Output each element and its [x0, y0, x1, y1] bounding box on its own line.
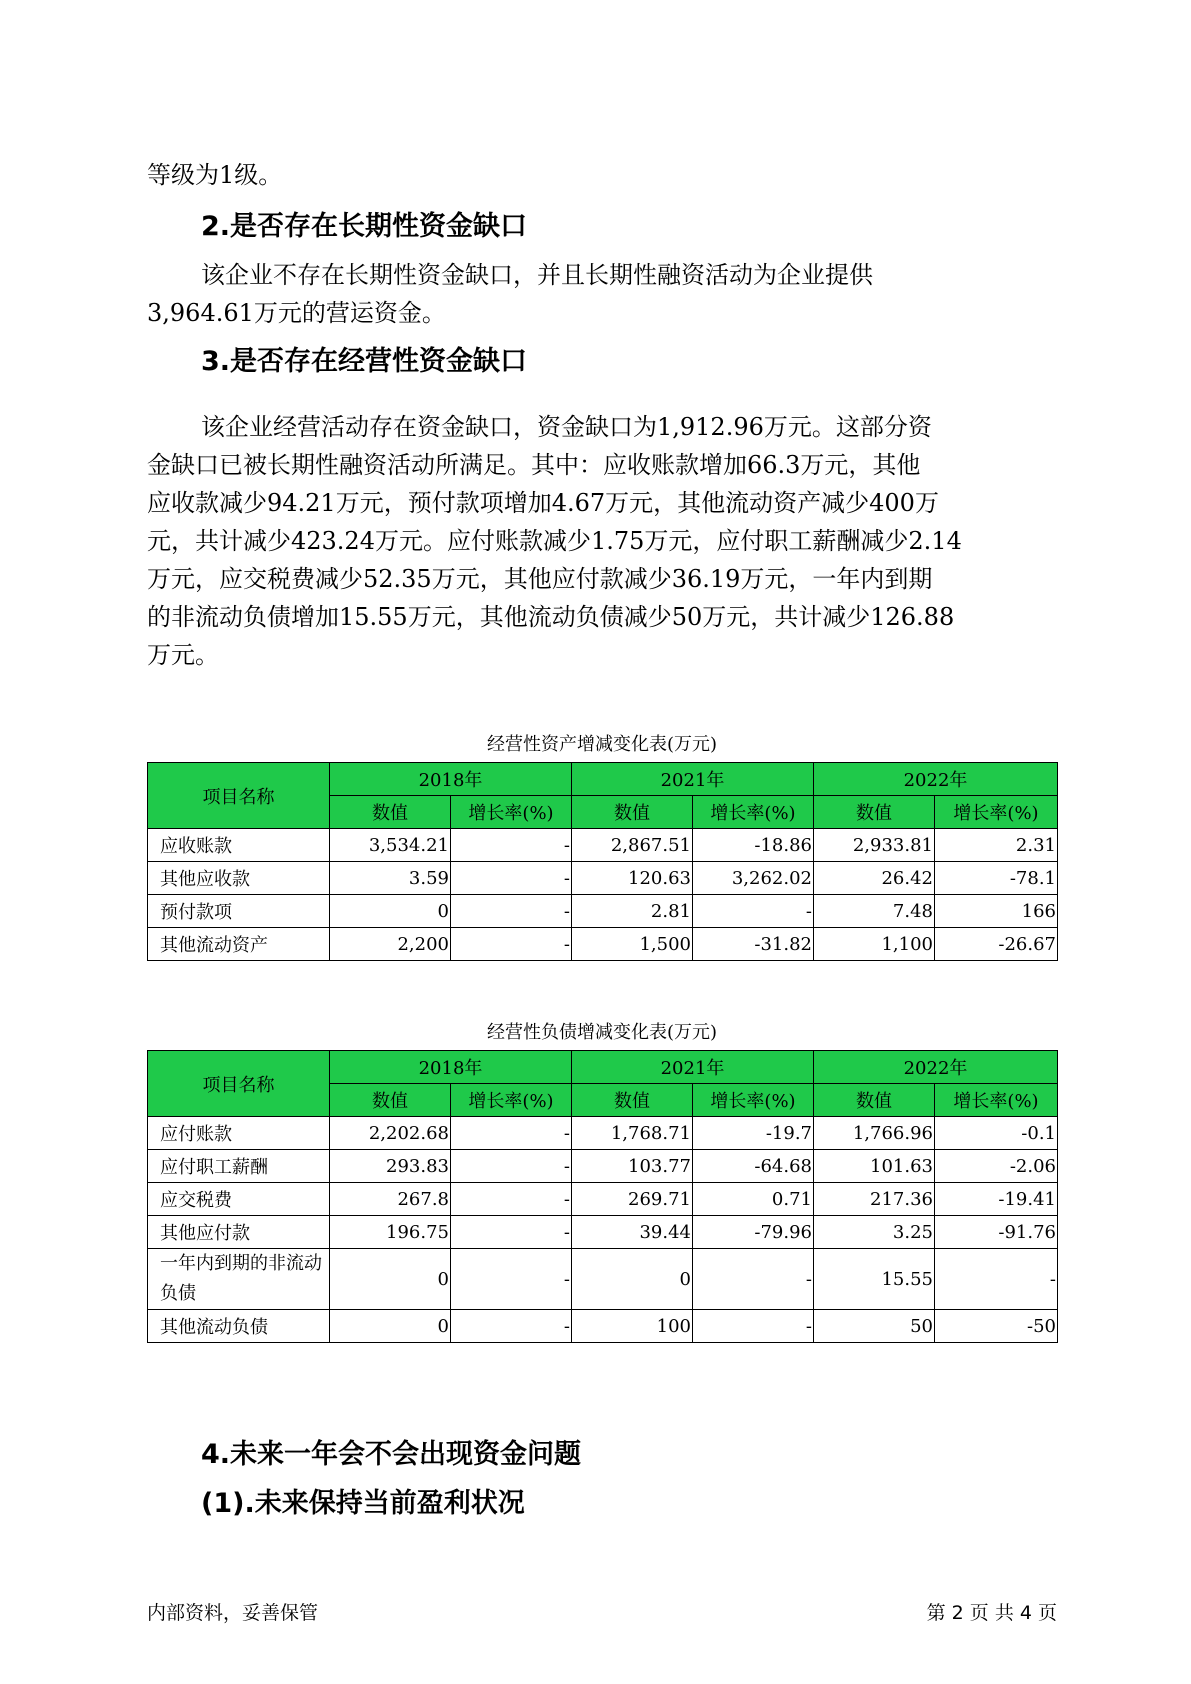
cell-value: 15.55 [814, 1249, 935, 1310]
footer-page-number: 第 2 页 共 4 页 [926, 1602, 1057, 1624]
cell-rate: - [451, 1183, 572, 1216]
section-3-line-4: 元，共计减少423.24万元。应付账款减少1.75万元，应付职工薪酬减少2.14 [147, 527, 962, 555]
assets-header-year: 2018年 [330, 763, 572, 796]
cell-rate: -64.68 [693, 1150, 814, 1183]
cell-value: 267.8 [330, 1183, 451, 1216]
liabilities-table [147, 1050, 1058, 1343]
assets-header-value: 数值 [814, 796, 935, 829]
assets-header-year: 2022年 [814, 763, 1058, 796]
cell-value: 269.71 [572, 1183, 693, 1216]
cell-rate: - [451, 1117, 572, 1150]
liabilities-header-year: 2018年 [330, 1051, 572, 1084]
liabilities-header-value: 数值 [572, 1084, 693, 1117]
assets-header-year: 2021年 [572, 763, 814, 796]
cell-value: 196.75 [330, 1216, 451, 1249]
cell-value: 293.83 [330, 1150, 451, 1183]
cell-value: 1,766.96 [814, 1117, 935, 1150]
cell-rate: -19.7 [693, 1117, 814, 1150]
cell-rate: -78.1 [935, 862, 1058, 895]
section-3-line-6: 的非流动负债增加15.55万元，其他流动负债减少50万元，共计减少126.88 [147, 603, 955, 631]
assets-header-item: 项目名称 [148, 763, 330, 829]
cell-rate: -0.1 [935, 1117, 1058, 1150]
cell-value: 39.44 [572, 1216, 693, 1249]
cell-value: 2,200 [330, 928, 451, 961]
liabilities-header-rate: 增长率(%) [935, 1084, 1058, 1117]
section-3-heading: 3.是否存在经营性资金缺口 [201, 346, 528, 377]
cell-value: 0 [572, 1249, 693, 1310]
cell-value: 1,500 [572, 928, 693, 961]
section-2-line-2: 3,964.61万元的营运资金。 [147, 299, 446, 327]
cell-value: 100 [572, 1310, 693, 1343]
assets-header-rate: 增长率(%) [693, 796, 814, 829]
cell-rate: - [451, 928, 572, 961]
cell-value: 0 [330, 895, 451, 928]
cell-value: 103.77 [572, 1150, 693, 1183]
assets-header-rate: 增长率(%) [451, 796, 572, 829]
table-row [148, 1310, 1058, 1343]
table-row [148, 1249, 1058, 1310]
liabilities-header-row-years [148, 1051, 1058, 1084]
liabilities-header-rate: 增长率(%) [451, 1084, 572, 1117]
cell-rate: - [935, 1249, 1058, 1310]
section-3-line-1: 该企业经营活动存在资金缺口，资金缺口为1,912.96万元。这部分资 [201, 413, 932, 441]
section-3-line-5: 万元，应交税费减少52.35万元，其他应付款减少36.19万元，一年内到期 [147, 565, 933, 593]
liabilities-header-value: 数值 [814, 1084, 935, 1117]
row-name: 应交税费 [148, 1183, 330, 1216]
cell-rate: -91.76 [935, 1216, 1058, 1249]
assets-header-row-years [148, 763, 1058, 796]
row-name: 预付款项 [148, 895, 330, 928]
section-2-heading: 2.是否存在长期性资金缺口 [201, 211, 528, 242]
row-name: 其他流动资产 [148, 928, 330, 961]
cell-rate: 166 [935, 895, 1058, 928]
row-name: 其他应收款 [148, 862, 330, 895]
liabilities-header-rate: 增长率(%) [693, 1084, 814, 1117]
footer-left-note: 内部资料，妥善保管 [147, 1602, 319, 1624]
cell-rate: 3,262.02 [693, 862, 814, 895]
cell-rate: - [451, 1310, 572, 1343]
cell-value: 2,202.68 [330, 1117, 451, 1150]
cell-value: 0 [330, 1249, 451, 1310]
cell-value: 50 [814, 1310, 935, 1343]
cell-rate: - [451, 895, 572, 928]
cell-rate: - [451, 829, 572, 862]
liabilities-header-value: 数值 [330, 1084, 451, 1117]
table-row [148, 928, 1058, 961]
cell-rate: -18.86 [693, 829, 814, 862]
row-name: 应收账款 [148, 829, 330, 862]
cell-rate: - [693, 895, 814, 928]
cell-value: 120.63 [572, 862, 693, 895]
cell-rate: - [451, 862, 572, 895]
table-row [148, 1216, 1058, 1249]
cell-value: 7.48 [814, 895, 935, 928]
section-3-line-7: 万元。 [147, 641, 219, 669]
cell-value: 2,933.81 [814, 829, 935, 862]
cell-rate: 0.71 [693, 1183, 814, 1216]
paragraph-intro: 等级为1级。 [147, 161, 283, 189]
cell-value: 26.42 [814, 862, 935, 895]
cell-value: 1,768.71 [572, 1117, 693, 1150]
table-row [148, 895, 1058, 928]
table-row [148, 1183, 1058, 1216]
section-3-line-3: 应收款减少94.21万元，预付款项增加4.67万元，其他流动资产减少400万 [147, 489, 939, 517]
cell-rate: -19.41 [935, 1183, 1058, 1216]
cell-rate: - [693, 1310, 814, 1343]
cell-value: 3,534.21 [330, 829, 451, 862]
table-row [148, 862, 1058, 895]
cell-value: 2.81 [572, 895, 693, 928]
table-row [148, 829, 1058, 862]
cell-rate: -79.96 [693, 1216, 814, 1249]
section-2-line-1: 该企业不存在长期性资金缺口，并且长期性融资活动为企业提供 [201, 261, 873, 289]
section-4-heading: 4.未来一年会不会出现资金问题 [201, 1439, 582, 1470]
section-3-line-2: 金缺口已被长期性融资活动所满足。其中：应收账款增加66.3万元，其他 [147, 451, 921, 479]
liabilities-table-caption: 经营性负债增减变化表(万元) [486, 1022, 718, 1043]
cell-rate: - [451, 1216, 572, 1249]
cell-rate: -31.82 [693, 928, 814, 961]
cell-rate: 2.31 [935, 829, 1058, 862]
cell-value: 2,867.51 [572, 829, 693, 862]
cell-value: 3.25 [814, 1216, 935, 1249]
assets-header-value: 数值 [572, 796, 693, 829]
table-row [148, 1150, 1058, 1183]
liabilities-header-year: 2022年 [814, 1051, 1058, 1084]
row-name: 其他流动负债 [148, 1310, 330, 1343]
assets-header-value: 数值 [330, 796, 451, 829]
cell-rate: -2.06 [935, 1150, 1058, 1183]
cell-value: 0 [330, 1310, 451, 1343]
row-name: 应付账款 [148, 1117, 330, 1150]
cell-rate: - [451, 1249, 572, 1310]
cell-rate: -50 [935, 1310, 1058, 1343]
cell-rate: - [693, 1249, 814, 1310]
cell-rate: -26.67 [935, 928, 1058, 961]
cell-value: 1,100 [814, 928, 935, 961]
row-name: 一年内到期的非流动负债 [148, 1249, 330, 1310]
liabilities-header-item: 项目名称 [148, 1051, 330, 1117]
assets-header-rate: 增长率(%) [935, 796, 1058, 829]
cell-value: 3.59 [330, 862, 451, 895]
cell-value: 217.36 [814, 1183, 935, 1216]
row-name: 其他应付款 [148, 1216, 330, 1249]
assets-table-caption: 经营性资产增减变化表(万元) [486, 734, 718, 755]
liabilities-header-year: 2021年 [572, 1051, 814, 1084]
cell-rate: - [451, 1150, 572, 1183]
cell-value: 101.63 [814, 1150, 935, 1183]
table-row [148, 1117, 1058, 1150]
assets-table [147, 762, 1058, 961]
section-4-subheading: (1).未来保持当前盈利状况 [201, 1488, 525, 1519]
row-name: 应付职工薪酬 [148, 1150, 330, 1183]
